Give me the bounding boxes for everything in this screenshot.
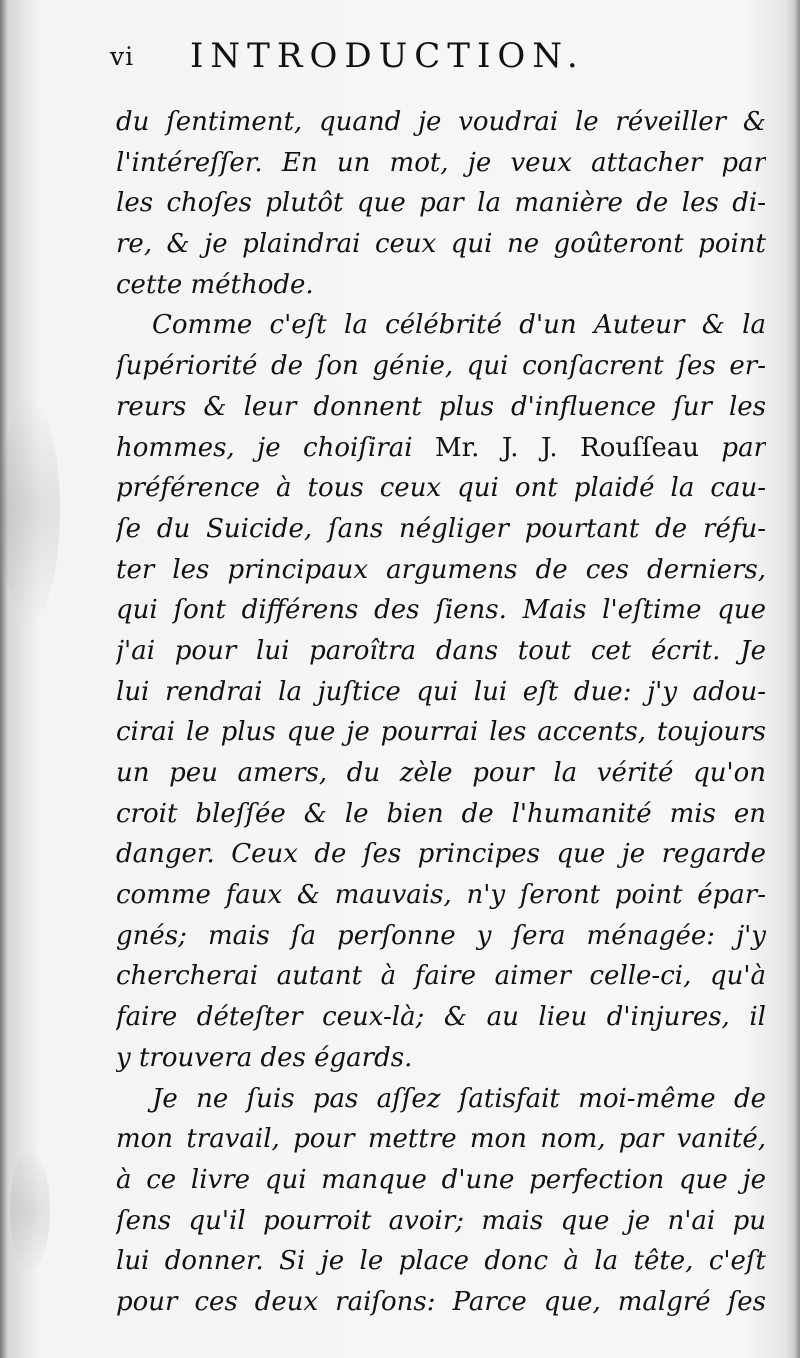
text-line: ſupériorité de ſon génie, qui conſacrent ſes er- (116, 351, 766, 382)
text-line: faire déteſter ceux-là; & au lieu d'injures, il (116, 1002, 766, 1033)
page-left-edge-shadow (0, 0, 8, 1358)
text-line: pour ces deux raiſons: Parce que, malgré ſes (116, 1286, 766, 1317)
paper-stain (0, 400, 60, 620)
text-line: ſe du Suicide, ſans négliger pourtant de réfu- (116, 513, 766, 544)
running-title: INTRODUCTION. (190, 36, 585, 76)
text-line: re, & je plaindrai ceux qui ne goûteront point (116, 229, 766, 260)
text-line: croit bleſſée & le bien de l'humanité mis en (116, 798, 766, 829)
text-line: l'intéreſſer. En un mot, je veux attacher par (116, 147, 766, 178)
text-line: cette méthode. (116, 269, 314, 300)
text-line: à ce livre qui manque d'une perfection que je (116, 1164, 766, 1195)
text-line: les choſes plutôt que par la manière de les di- (116, 188, 766, 219)
text-line: Je ne ſuis pas aſſez ſatisfait moi-même de (152, 1083, 766, 1114)
text-line: j'ai pour lui paroîtra dans tout cet écrit. Je (116, 635, 766, 666)
page-number: vi (110, 42, 135, 71)
text-line: reurs & leur donnent plus d'influence ſur les (116, 391, 766, 422)
text-line: Comme c'eſt la célébrité d'un Auteur & la (152, 310, 766, 341)
text-line: qui ſont différens des ſiens. Mais l'eſtime que (116, 595, 766, 626)
body-text (116, 102, 766, 1323)
text-line: lui rendrai la juſtice qui lui eſt due: j'y adou- (116, 676, 766, 707)
page-right-edge-shadow (794, 0, 800, 1358)
text-line: du ſentiment, quand je voudrai le réveiller & (116, 107, 766, 137)
text-line: chercherai autant à faire aimer celle-ci, qu'à (116, 961, 766, 992)
text-line: lui donner. Si je le place donc à la tête, c'eſt (116, 1246, 766, 1277)
text-line: gnés; mais ſa perſonne y ſera ménagée: j'y (116, 920, 766, 951)
text-line: ſens qu'il pourroit avoir; mais que je n'ai pu (116, 1205, 766, 1236)
author-name: Mr. J. J. Rouſſeau (434, 432, 699, 463)
text-line: cirai le plus que je pourrai les accents, toujours (116, 717, 766, 748)
text-line: préférence à tous ceux qui ont plaidé la cau- (116, 473, 766, 504)
text-line: comme faux & mauvais, n'y ſeront point épar- (116, 880, 766, 911)
text-line: ter les principaux argumens de ces derniers, (116, 554, 766, 585)
running-header (110, 36, 700, 76)
text-line: y trouvera des égards. (116, 1042, 413, 1073)
text-line: danger. Ceux de ſes principes que je regarde (116, 839, 766, 870)
text-line: mon travail, pour mettre mon nom, par vanité, (116, 1124, 766, 1155)
paper-stain (10, 1150, 50, 1270)
text-line: hommes, je choiſirai Mr. J. J. Rouſſeau par (116, 432, 766, 463)
text-line: un peu amers, du zèle pour la vérité qu'on (116, 758, 766, 788)
